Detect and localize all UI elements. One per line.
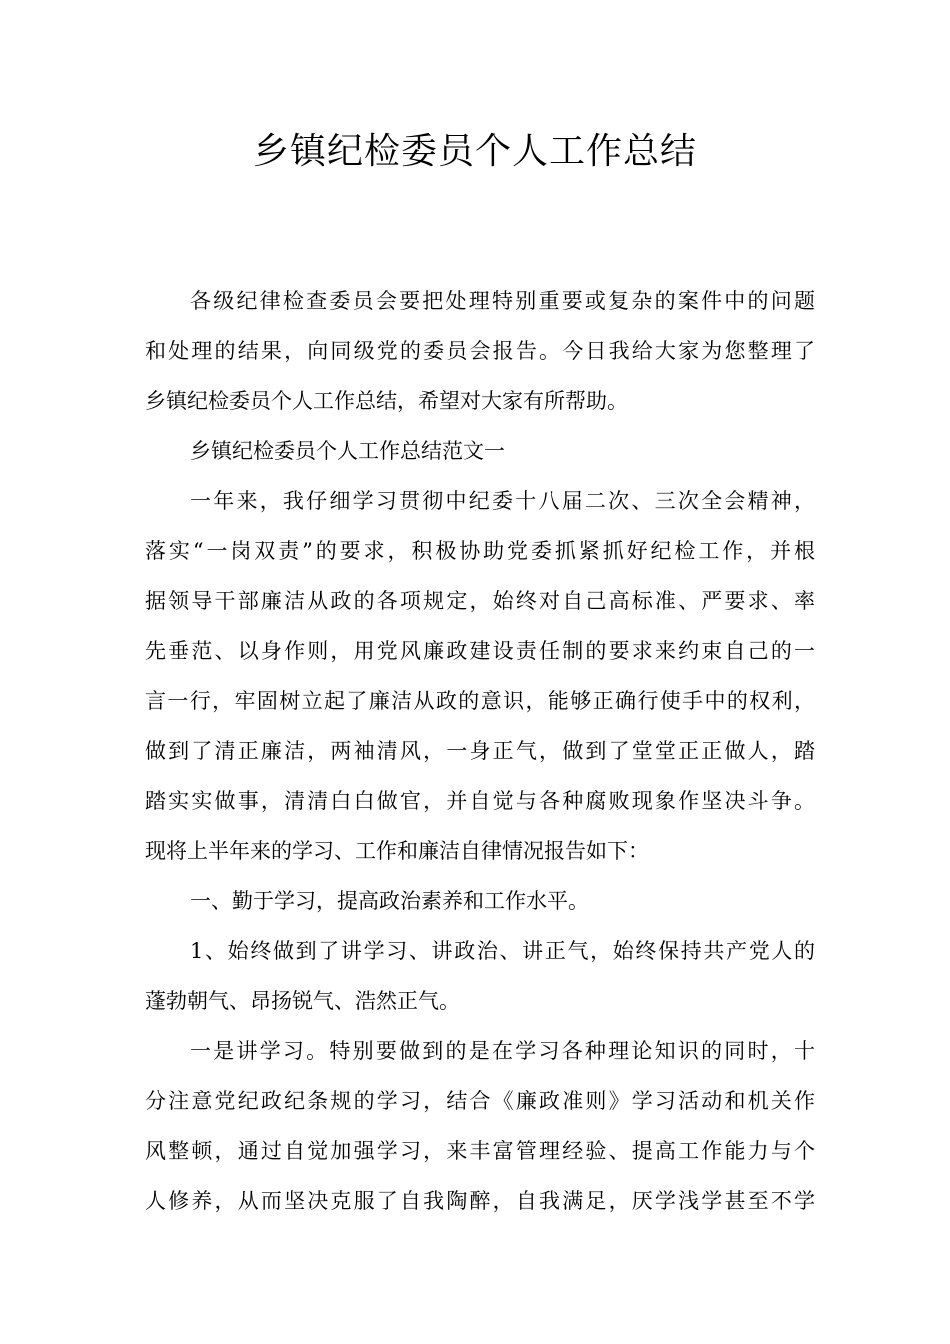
text-line: 落实“一岗双责”的要求，积极协助党委抓紧抓好纪检工作，并根 — [145, 539, 815, 563]
text-line: 言一行，牢固树立起了廉洁从政的意识，能够正确行使手中的权利， — [145, 689, 815, 713]
text-line: 1、始终做到了讲学习、讲政治、讲正气，始终保持共产党人的 — [190, 939, 815, 963]
text-line: 先垂范、以身作则，用党风廉政建设责任制的要求来约束自己的一 — [145, 639, 815, 663]
document-title: 乡镇纪检委员个人工作总结 — [252, 131, 697, 172]
text-line: 人修养，从而坚决克服了自我陶醉，自我满足，厌学浅学甚至不学 — [145, 1189, 815, 1213]
text-line: 各级纪律检查委员会要把处理特别重要或复杂的案件中的问题 — [190, 289, 815, 313]
text-line: 现将上半年来的学习、工作和廉洁自律情况报告如下： — [145, 839, 649, 863]
text-line: 乡镇纪检委员个人工作总结，希望对大家有所帮助。 — [145, 389, 628, 413]
text-line: 和处理的结果，向同级党的委员会报告。今日我给大家为您整理了 — [145, 339, 815, 363]
text-line: 踏实实做事，清清白白做官，并自觉与各种腐败现象作坚决斗争。 — [145, 789, 815, 813]
text-line: 蓬勃朝气、昂扬锐气、浩然正气。 — [145, 989, 460, 1013]
text-line: 风整顿，通过自觉加强学习，来丰富管理经验、提高工作能力与个 — [145, 1139, 815, 1163]
text-line: 做到了清正廉洁，两袖清风，一身正气，做到了堂堂正正做人，踏 — [145, 739, 815, 763]
text-line: 乡镇纪检委员个人工作总结范文一 — [190, 439, 505, 463]
text-line: 一、勤于学习，提高政治素养和工作水平。 — [190, 889, 589, 913]
text-line: 一年来，我仔细学习贯彻中纪委十八届二次、三次全会精神， — [190, 489, 815, 513]
text-line: 据领导干部廉洁从政的各项规定，始终对自己高标准、严要求、率 — [145, 589, 815, 613]
text-line: 分注意党纪政纪条规的学习，结合《廉政准则》学习活动和机关作 — [145, 1089, 815, 1113]
text-line: 一是讲学习。特别要做到的是在学习各种理论知识的同时，十 — [190, 1039, 815, 1063]
document-body — [145, 276, 815, 1226]
